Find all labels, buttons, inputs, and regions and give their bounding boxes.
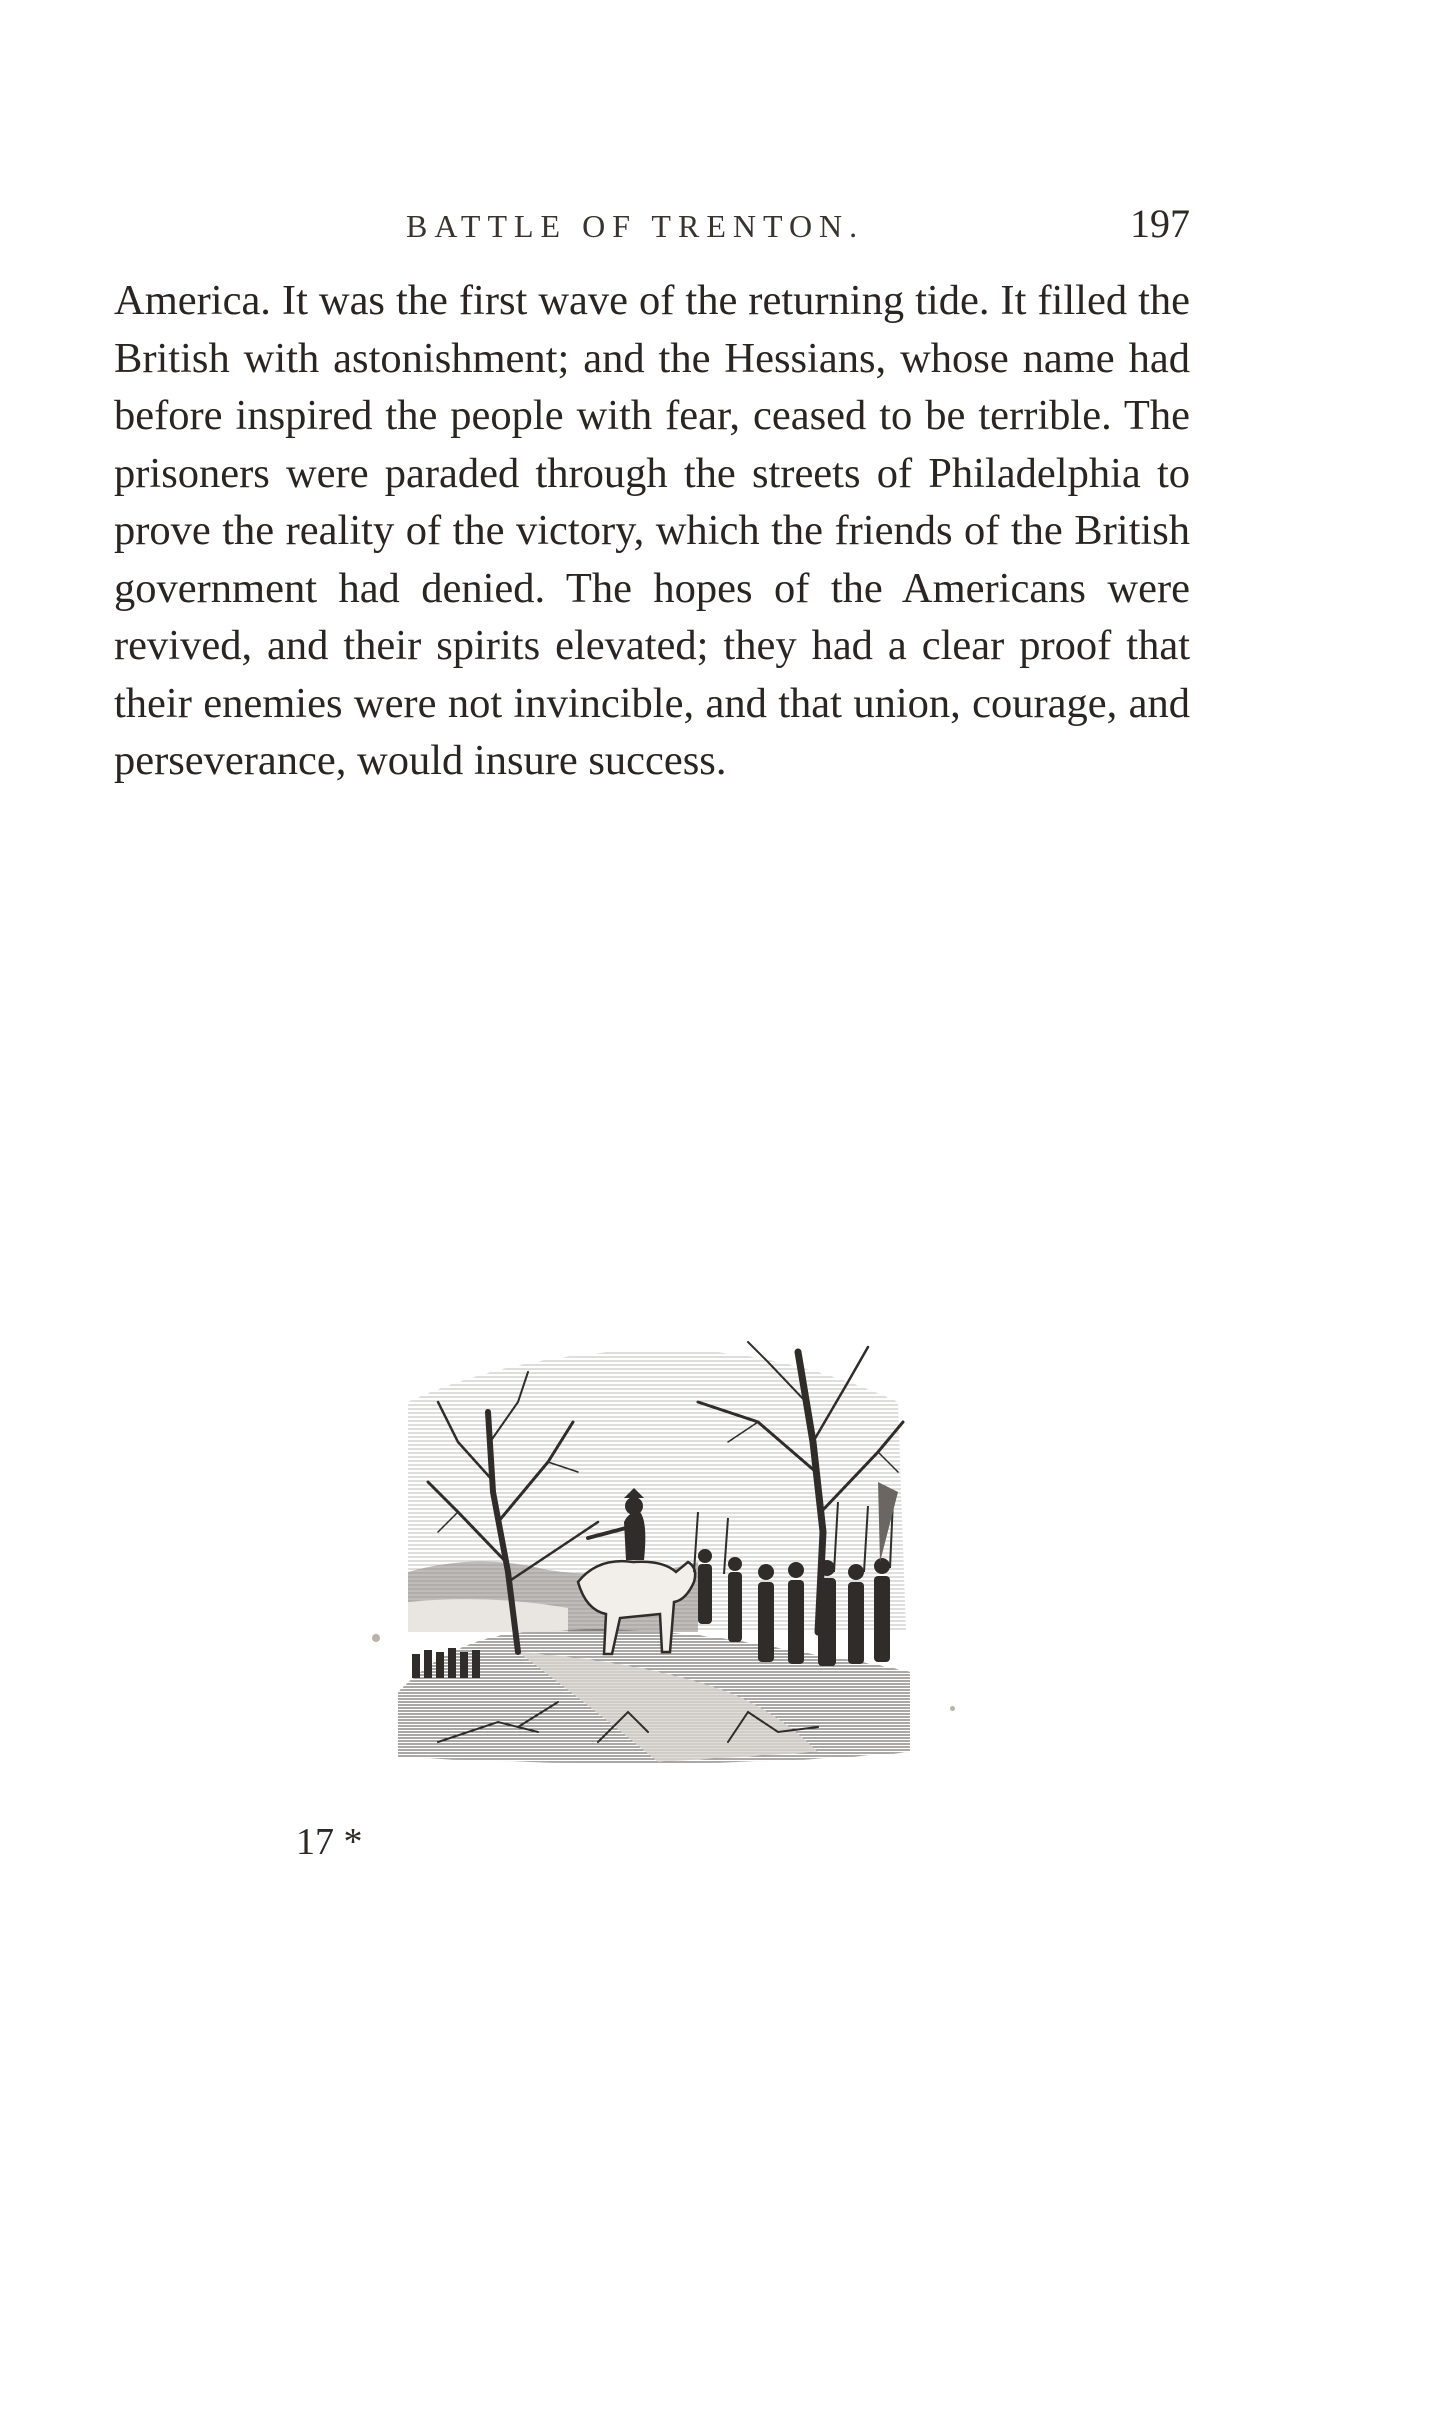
engraved-vignette (398, 1332, 910, 1768)
page-number: 197 (1130, 201, 1190, 246)
paper-speck (950, 1706, 955, 1711)
paper-speck (372, 1634, 380, 1642)
paragraph: America. It was the first wave of the returning tide. It filled the British with astonishment; and the Hessians, whose name had before inspired the people with fear, ceased to be terrible. The prisoners were paraded through the streets of Philadelphia to prove the reality of the victory, which the friends of the British government had denied. The hopes of the Americans were revived, and their spirits elevated; they had a clear proof that their enemies were not invincible, and that union, courage, and perseverance, would insure success. (114, 277, 1190, 784)
running-title: BATTLE OF TRENTON. (406, 208, 865, 244)
body-text (114, 272, 1190, 790)
signature-mark: 17 * (296, 1821, 363, 1863)
running-head (114, 200, 1190, 260)
